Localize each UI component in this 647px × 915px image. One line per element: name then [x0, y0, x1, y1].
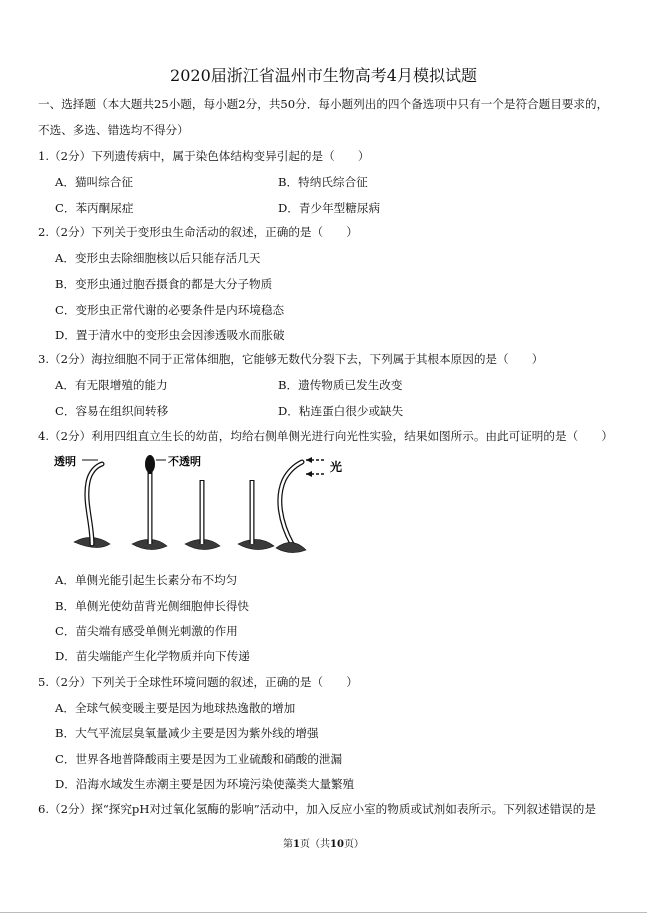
soil-lump-4	[238, 539, 274, 549]
question-4-stem: 4.（2分）利用四组直立生长的幼苗，均给右侧单侧光进行向光性实验，结果如图所示。由此可证明的是（ ）	[38, 429, 613, 443]
bottom-rule	[0, 912, 647, 913]
footer-prefix: 第	[283, 839, 294, 850]
question-5-option-b: B．大气平流层臭氧量减少主要是因为紫外线的增强	[55, 726, 319, 740]
question-4-option-b: B．单侧光使幼苗背光侧细胞伸长得快	[55, 599, 250, 613]
phototropism-figure	[52, 452, 362, 564]
question-2-stem: 2.（2分）下列关于变形虫生命活动的叙述，正确的是（ ）	[38, 225, 358, 239]
question-4-option-d: D．苗尖端能产生化学物质并向下传递	[55, 649, 250, 663]
question-5-option-c: C．世界各地普降酸雨主要是因为工业硫酸和硝酸的泄漏	[55, 752, 343, 766]
footer-total-pages: 10	[330, 839, 344, 850]
question-1-stem: 1.（2分）下列遗传病中，属于染色体结构变异引起的是（ ）	[38, 149, 370, 163]
question-5-option-d: D．沿海水域发生赤潮主要是因为环境污染使藻类大量繁殖	[55, 777, 355, 791]
question-5-option-a: A．全球气候变暖主要是因为地球热逸散的增加	[55, 701, 296, 715]
seedling-5	[280, 462, 302, 544]
question-5-stem: 5.（2分）下列关于全球性环境问题的叙述，正确的是（ ）	[38, 675, 358, 689]
question-1-option-b: B．特纳氏综合征	[278, 175, 368, 189]
label-transparent: 透明	[54, 455, 76, 468]
question-3-stem: 3.（2分）海拉细胞不同于正常体细胞，它能够无数代分裂下去，下列属于其根本原因的是（ ）	[38, 352, 544, 366]
question-1-option-a: A．猫叫综合征	[55, 175, 133, 189]
label-opaque: 不透明	[168, 455, 201, 468]
question-1-option-d: D．青少年型糖尿病	[278, 201, 381, 215]
question-3-option-d: D．粘连蛋白很少或缺失	[278, 404, 404, 418]
question-2-option-c: C．变形虫正常代谢的必要条件是内环境稳态	[55, 303, 285, 317]
question-1-option-c: C．苯丙酮尿症	[55, 201, 134, 215]
question-4-option-a: A．单侧光能引起生长素分布不均匀	[55, 573, 238, 587]
page-footer	[0, 835, 647, 850]
section-heading-line-2: 不选、多选、错选均不得分）	[38, 123, 189, 137]
page-title: 2020届浙江省温州市生物高考4月模拟试题	[170, 66, 477, 85]
light-arrows	[306, 460, 324, 474]
question-2-option-b: B．变形虫通过胞吞摄食的都是大分子物质	[55, 277, 273, 291]
question-2-option-a: A．变形虫去除细胞核以后只能存活几天	[55, 251, 261, 265]
question-4-option-c: C．苗尖端有感受单侧光刺激的作用	[55, 624, 238, 638]
question-6-stem: 6.（2分）探“探究pH对过氧化氢酶的影响”活动中，加入反应小室的物质或试剂如表所示。下列叙述错误的是	[38, 802, 596, 816]
label-light: 光	[330, 460, 343, 474]
opaque-cap	[145, 455, 155, 473]
question-2-option-d: D．置于清水中的变形虫会因渗透吸水而胀破	[55, 328, 285, 342]
footer-middle: 页（共	[300, 839, 331, 850]
footer-suffix: 页）	[343, 839, 364, 850]
footer-page-number: 1	[293, 839, 301, 850]
question-3-option-a: A．有无限增殖的能力	[55, 378, 168, 392]
question-3-option-c: C．容易在组织间转移	[55, 404, 169, 418]
soil-lump-5	[276, 542, 306, 552]
section-heading-line-1: 一、选择题（本大题共25小题，每小题2分，共50分．每小题列出的四个备选项中只有一个是符合题目要求的，	[38, 97, 609, 111]
question-3-option-b: B．遗传物质已发生改变	[278, 378, 403, 392]
